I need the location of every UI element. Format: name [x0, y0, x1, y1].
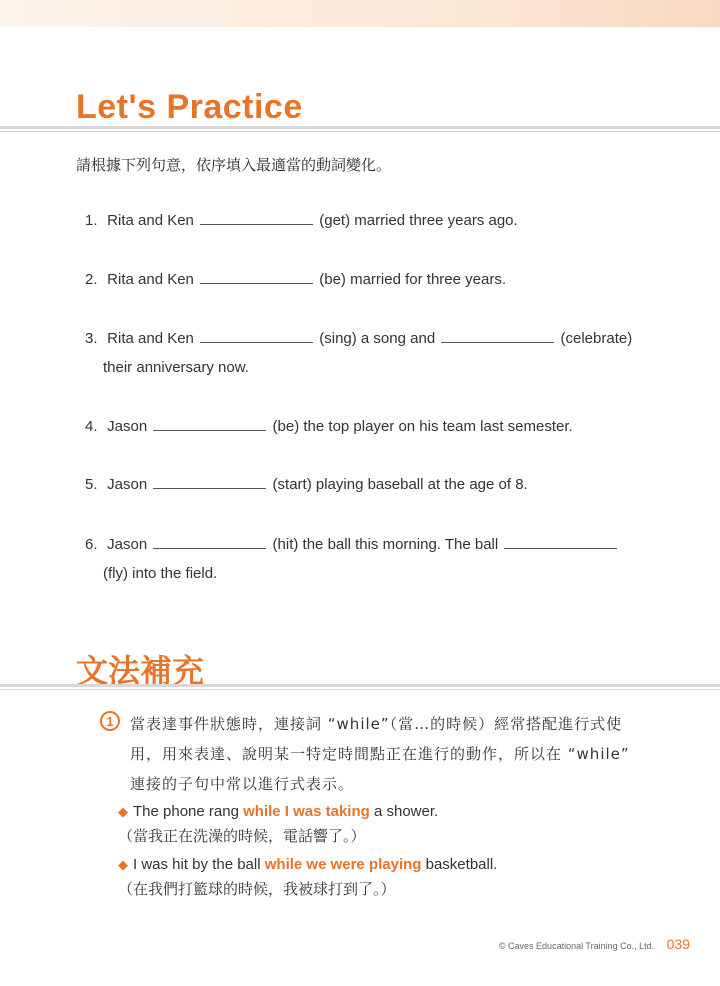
example-sentence: ◆ The phone rang while I was taking a shower. （當我正在洗澡的時候，電話響了。）: [118, 800, 658, 848]
exercise-item: 4. Jason (be) the top player on his team last semester.: [85, 418, 573, 435]
grammar-title: 文法補充: [76, 653, 205, 689]
answer-blank[interactable]: [441, 328, 554, 343]
note-number-badge: 1: [100, 711, 120, 731]
answer-blank[interactable]: [153, 474, 266, 489]
answer-blank[interactable]: [200, 328, 313, 343]
answer-blank[interactable]: [153, 416, 266, 431]
page-footer: [499, 936, 690, 952]
answer-blank[interactable]: [504, 534, 617, 549]
diamond-bullet-icon: ◆: [118, 857, 128, 872]
grammar-divider: [0, 684, 720, 690]
note-text: 當表達事件狀態時，連接詞 “while”（當…的時候）經常搭配進行式使用，用來表達、說明某一特定時間點正在進行的動作，所以在 “while” 連接的子句中常以進行式表示。: [130, 715, 630, 793]
exercise-item: 2. Rita and Ken (be) married for three years.: [85, 271, 506, 288]
title-divider: [0, 126, 720, 132]
exercise-item: 1. Rita and Ken (get) married three years ago.: [85, 212, 518, 229]
answer-blank[interactable]: [200, 269, 313, 284]
example-sentence: ◆ I was hit by the ball while we were playing basketball. （在我們打籃球的時候，我被球打到了。）: [118, 853, 658, 901]
exercise-item: 6. Jason (hit) the ball this morning. The ball (fly) into the field.: [85, 530, 665, 588]
example-translation: （在我們打籃球的時候，我被球打到了。）: [118, 880, 396, 898]
instruction-text: 請根據下列句意，依序填入最適當的動詞變化。: [76, 156, 392, 174]
exercise-item: 5. Jason (start) playing baseball at the age of 8.: [85, 476, 528, 493]
example-translation: （當我正在洗澡的時候，電話響了。）: [118, 827, 366, 845]
header-band: [0, 0, 720, 27]
copyright-text: © Caves Educational Training Co., Ltd.: [498, 941, 655, 951]
diamond-bullet-icon: ◆: [118, 804, 128, 819]
answer-blank[interactable]: [200, 210, 313, 225]
exercise-item: 3. Rita and Ken (sing) a song and (celebrate) their anniversary now.: [85, 330, 633, 376]
page-number: 039: [666, 936, 690, 952]
section-title: Let's Practice: [76, 88, 303, 126]
answer-blank[interactable]: [153, 534, 266, 549]
